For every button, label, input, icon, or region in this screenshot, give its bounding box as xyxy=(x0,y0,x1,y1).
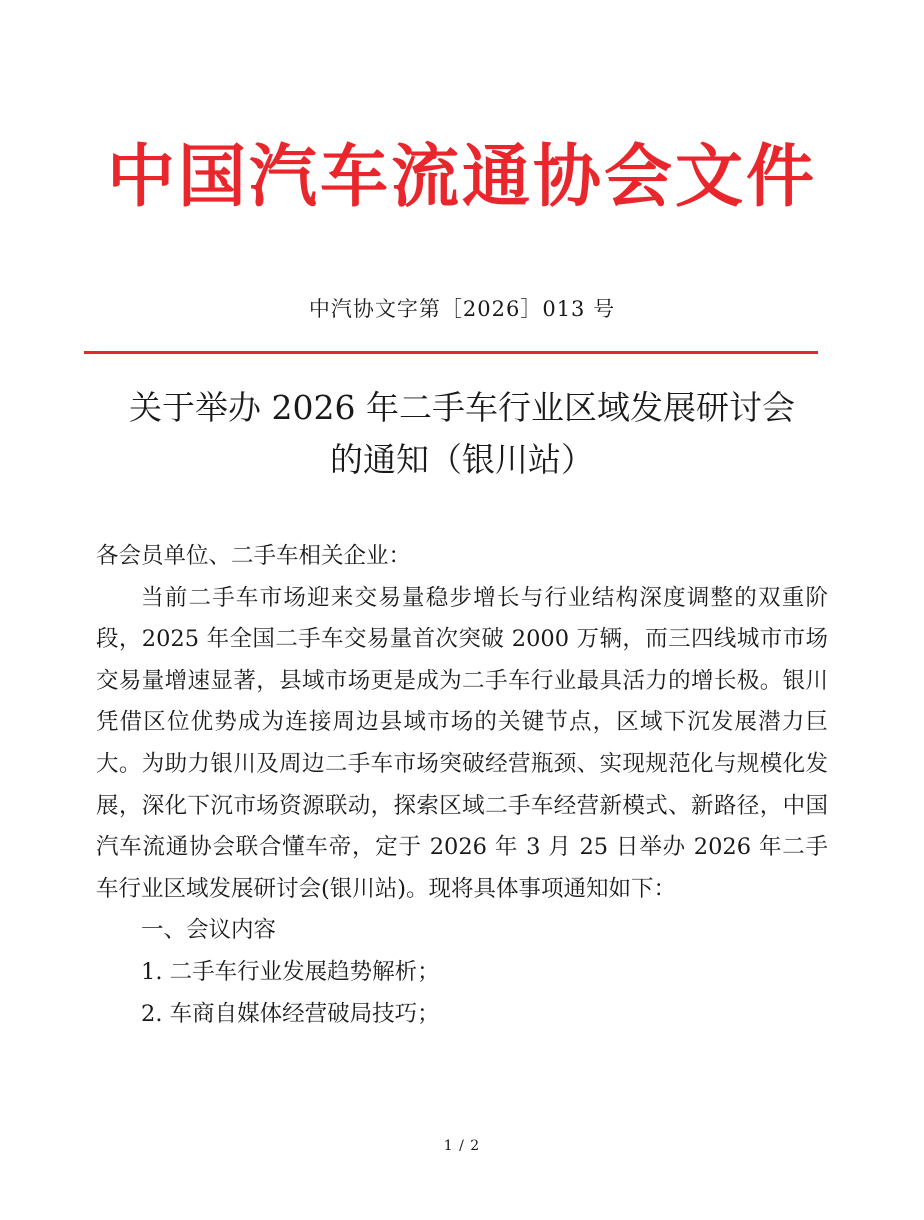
paragraph-intro: 当前二手车市场迎来交易量稳步增长与行业结构深度调整的双重阶段，2025 年全国二手车交易量首次突破 2000 万辆，而三四线城市市场交易量增速显著，县域市场更是成为二手车行业最具活力的增长极。银川凭借区位优势成为连接周边县域市场的关键节点，区域下沉发展潜力巨大。为助力银川及周边二手车市场突破经营瓶颈、实现规范化与规模化发展，深化下沉市场资源联动，探索区域二手车经营新模式、新路径，中国汽车流通协会联合懂车帝，定于 2026 年 3 月 25 日举办 2026 年二手车行业区域发展研讨会(银川站)。现将具体事项通知如下： xyxy=(96,584,828,902)
red-divider-line xyxy=(84,351,818,354)
masthead-title: 中国汽车流通协会文件 xyxy=(106,138,817,217)
notice-title xyxy=(60,382,864,486)
section-heading-meeting-content: 一、会议内容 xyxy=(141,917,277,944)
salutation: 各会员单位、二手车相关企业： xyxy=(96,543,412,569)
list-item: 2. 车商自媒体经营破局技巧； xyxy=(141,1000,440,1027)
page-number: 1 / 2 xyxy=(443,1138,481,1154)
document-number: 中汽协文字第［2026］013 号 xyxy=(308,297,616,321)
notice-body xyxy=(96,536,828,1035)
notice-title-line-2: 的通知（银川站） xyxy=(330,440,594,479)
list-item: 1. 二手车行业发展趋势解析； xyxy=(141,958,440,985)
notice-title-line-1: 关于举办 2026 年二手车行业区域发展研讨会 xyxy=(129,388,795,427)
